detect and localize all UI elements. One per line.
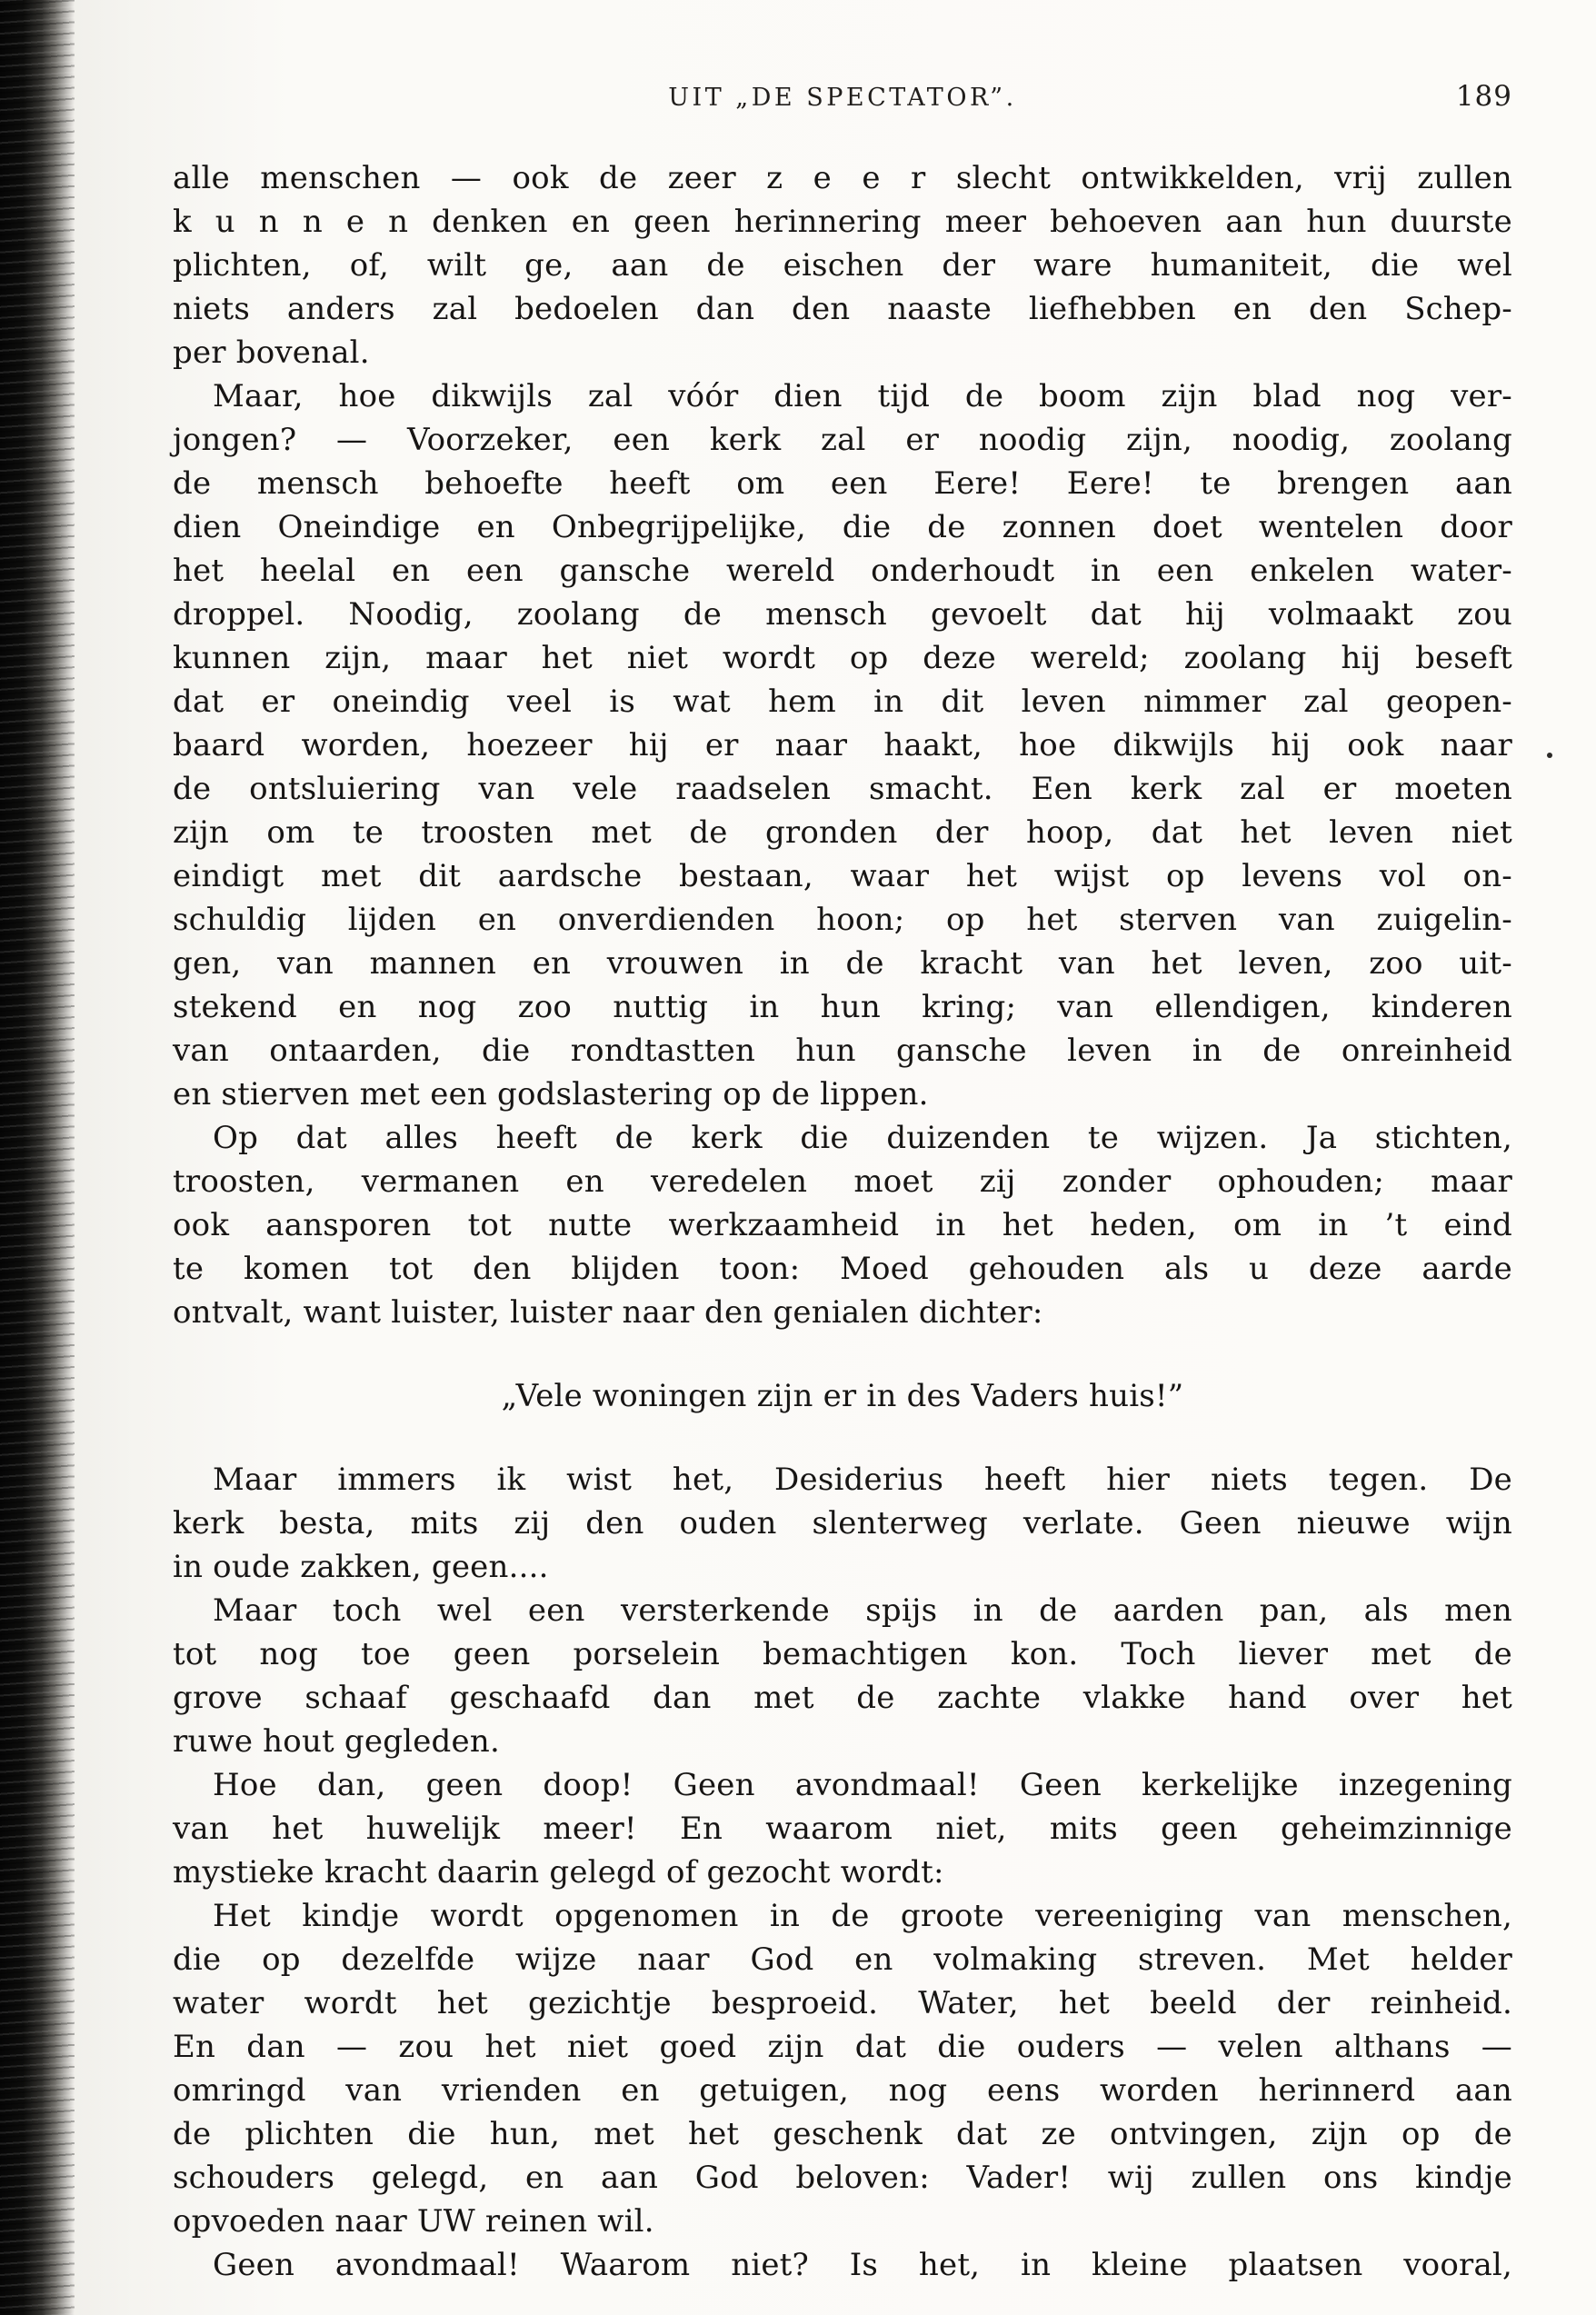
text-line: van het huwelijk meer! En waarom niet, mits geen geheimzinnige — [173, 1811, 1512, 1847]
text-line: de plichten die hun, met het geschenk dat ze ontvingen, zijn op de — [173, 2116, 1512, 2152]
text-line: k u n n e n denken en geen herinnering meer behoeven aan hun duurste — [173, 204, 1512, 240]
text-line: Op dat alles heeft de kerk die duizenden te wijzen. Ja stichten, — [213, 1120, 1512, 1156]
text-line: dien Oneindige en Onbegrijpelijke, die de zonnen doet wentelen door — [173, 509, 1512, 545]
paragraph — [173, 374, 1512, 1116]
text-line: eindigt met dit aardsche bestaan, waar het wijst op levens vol on- — [173, 858, 1512, 894]
text-line: plichten, of, wilt ge, aan de eischen der ware humaniteit, die wel — [173, 247, 1512, 284]
text-line: de ontsluiering van vele raadselen smacht. Een kerk zal er moeten — [173, 771, 1512, 807]
text-line: stekend en nog zoo nuttig in hun kring; van ellendigen, kinderen — [173, 989, 1512, 1025]
text-line: en stierven met een godslastering op de lippen. — [173, 1076, 929, 1113]
text-line: die op dezelfde wijze naar God en volmaking streven. Met helder — [173, 1941, 1512, 1978]
text-line: En dan — zou het niet goed zijn dat die ouders — velen althans — — [173, 2029, 1512, 2065]
body-text — [173, 156, 1512, 2287]
text-line: het heelal en een gansche wereld onderhoudt in een enkelen water- — [173, 553, 1512, 589]
text-line: omringd van vrienden en getuigen, nog eens worden herinnerd aan — [173, 2072, 1512, 2109]
text-line: kerk besta, mits zij den ouden slenterweg verlate. Geen nieuwe wijn — [173, 1505, 1512, 1542]
text-line: schouders gelegd, en aan God beloven: Vader! wij zullen ons kindje — [173, 2160, 1512, 2196]
text-line: de mensch behoefte heeft om een Eere! Eere! te brengen aan — [173, 465, 1512, 502]
text-line: ruwe hout gegleden. — [173, 1723, 500, 1760]
text-line: jongen? — Voorzeker, een kerk zal er noodig zijn, noodig, zoolang — [173, 422, 1512, 458]
text-line: Geen avondmaal! Waarom niet? Is het, in kleine plaatsen vooral, — [213, 2247, 1512, 2283]
quote-paragraph — [173, 1374, 1512, 1418]
text-line: te komen tot den blijden toon: Moed gehouden als u deze aarde — [173, 1251, 1512, 1287]
page-number: 189 — [1455, 80, 1512, 113]
text-line: Het kindje wordt opgenomen in de groote vereeniging van menschen, — [213, 1898, 1512, 1934]
text-line: „Vele woningen zijn er in des Vaders huis!” — [501, 1378, 1184, 1414]
paragraph — [173, 1763, 1512, 1894]
text-line: troosten, vermanen en veredelen moet zij zonder ophouden; maar — [173, 1163, 1512, 1200]
page-content — [173, 80, 1512, 2287]
text-line: opvoeden naar UW reinen wil. — [173, 2203, 654, 2240]
text-line: niets anders zal bedoelen dan den naaste liefhebben en den Schep- — [173, 291, 1512, 327]
paragraph — [173, 1116, 1512, 1334]
text-line: droppel. Noodig, zoolang de mensch gevoelt dat hij volmaakt zou — [173, 596, 1512, 633]
text-line: Maar toch wel een versterkende spijs in de aarden pan, als men — [213, 1592, 1512, 1629]
text-line: ontvalt, want luister, luister naar den genialen dichter: — [173, 1294, 1043, 1331]
running-title: UIT „DE SPECTATOR”. — [668, 84, 1017, 112]
ink-speck — [1547, 753, 1552, 758]
text-line: alle menschen — ook de zeer z e e r slecht ontwikkelden, vrij zullen — [173, 160, 1512, 196]
text-line: water wordt het gezichtje besproeid. Water, het beeld der reinheid. — [173, 1985, 1512, 2021]
text-line: Hoe dan, geen doop! Geen avondmaal! Geen kerkelijke inzegening — [213, 1767, 1512, 1803]
paragraph — [173, 1894, 1512, 2243]
text-line: grove schaaf geschaafd dan met de zachte vlakke hand over het — [173, 1680, 1512, 1716]
text-line: schuldig lijden en onverdienden hoon; op het sterven van zuigelin- — [173, 902, 1512, 938]
text-line: mystieke kracht daarin gelegd of gezocht wordt: — [173, 1854, 944, 1891]
text-line: tot nog toe geen porselein bemachtigen kon. Toch liever met de — [173, 1636, 1512, 1672]
text-line: per bovenal. — [173, 334, 370, 371]
text-line: dat er oneindig veel is wat hem in dit leven nimmer zal geopen- — [173, 684, 1512, 720]
text-line: kunnen zijn, maar het niet wordt op deze wereld; zoolang hij beseft — [173, 640, 1512, 676]
page-header — [173, 80, 1512, 124]
text-line: Maar immers ik wist het, Desiderius heeft hier niets tegen. De — [213, 1462, 1512, 1498]
paragraph — [173, 2243, 1512, 2287]
paragraph — [173, 1458, 1512, 1589]
text-line: Maar, hoe dikwijls zal vóór dien tijd de boom zijn blad nog ver- — [213, 378, 1512, 414]
text-line: zijn om te troosten met de gronden der hoop, dat het leven niet — [173, 814, 1512, 851]
text-line: in oude zakken, geen.... — [173, 1549, 549, 1585]
text-line: gen, van mannen en vrouwen in de kracht van het leven, zoo uit- — [173, 945, 1512, 982]
binding-shadow — [0, 0, 75, 2315]
paragraph — [173, 156, 1512, 374]
paragraph — [173, 1589, 1512, 1763]
text-line: van ontaarden, die rondtastten hun gansche leven in de onreinheid — [173, 1033, 1512, 1069]
text-line: baard worden, hoezeer hij er naar haakt, hoe dikwijls hij ook naar — [173, 727, 1512, 763]
text-line: ook aansporen tot nutte werkzaamheid in het heden, om in ’t eind — [173, 1207, 1512, 1243]
